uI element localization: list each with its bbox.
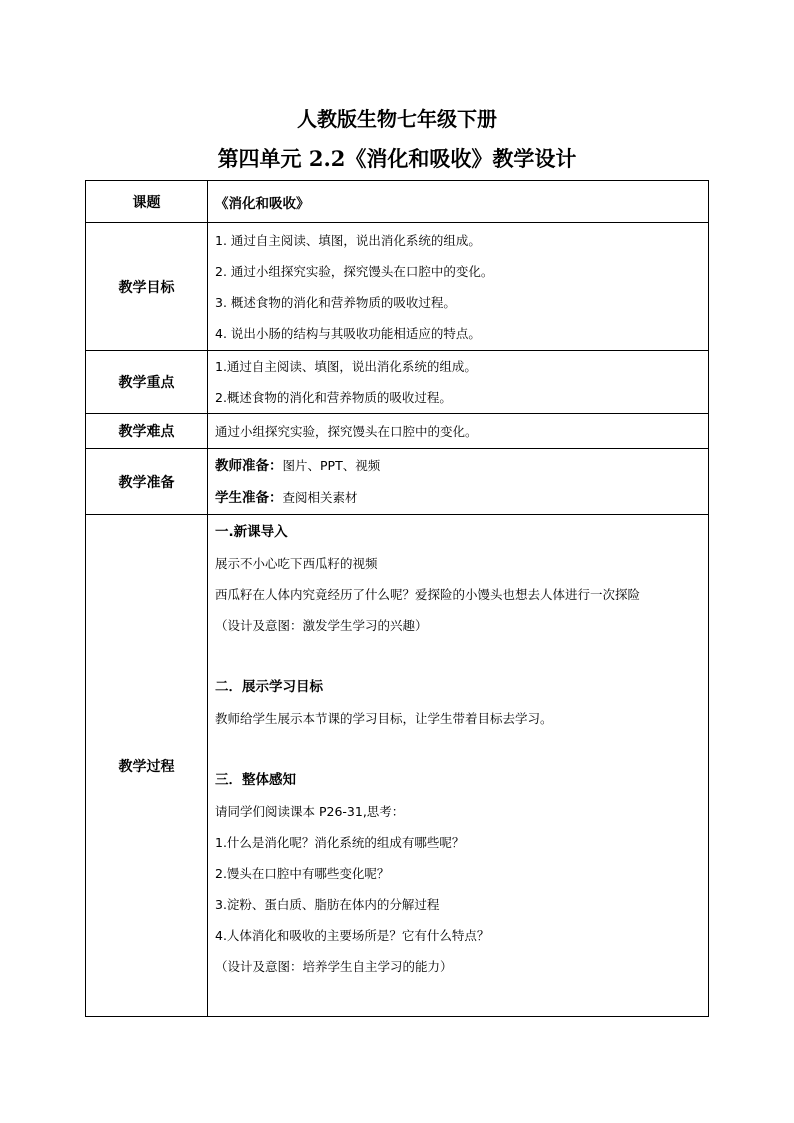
row-goals <box>86 223 709 351</box>
process-line: 3.淀粉、蛋白质、脂肪在体内的分解过程 <box>215 897 440 912</box>
difficulty-label: 教学难点 <box>86 414 208 449</box>
teacher-preparation-value: 图片、PPT、视频 <box>282 457 381 473</box>
process-line: 4.人体消化和吸收的主要场所是？它有什么特点？ <box>215 928 490 943</box>
document-title: 人教版生物七年级下册 <box>297 107 497 131</box>
goal-item: 4. 说出小肠的结构与其吸收功能相适应的特点。 <box>215 325 481 341</box>
key-point-item: 1.通过自主阅读、填图，说出消化系统的组成。 <box>215 359 477 374</box>
goal-item: 1. 通过自主阅读、填图，说出消化系统的组成。 <box>215 232 481 248</box>
goals-label: 教学目标 <box>86 223 208 351</box>
topic-value: 《消化和吸收》 <box>215 195 310 212</box>
student-preparation-value: 查阅相关素材 <box>282 489 358 505</box>
row-key-points <box>86 351 709 414</box>
student-preparation-label: 学生准备： <box>215 489 283 506</box>
student-preparation <box>215 482 701 514</box>
topic-label: 课题 <box>86 181 208 223</box>
key-point-item: 2.概述食物的消化和营养物质的吸收过程。 <box>215 390 452 405</box>
row-difficulty <box>86 414 709 449</box>
preparation-label: 教学准备 <box>86 449 208 515</box>
goal-item: 3. 概述食物的消化和营养物质的吸收过程。 <box>215 294 456 310</box>
lesson-plan-table <box>85 180 709 1017</box>
process-line: （设计及意图：培养学生自主学习的能力） <box>215 959 453 974</box>
document-subtitle: 第四单元 2.2《消化和吸收》教学设计 <box>217 146 577 171</box>
process-line: （设计及意图：激发学生学习的兴趣） <box>215 618 428 633</box>
section-heading: 一.新课导入 <box>215 524 288 540</box>
process-line: 请同学们阅读课本 P26-31,思考： <box>215 804 405 819</box>
process-line: 展示不小心吃下西瓜籽的视频 <box>215 556 378 571</box>
process-label: 教学过程 <box>86 515 208 1017</box>
difficulty-value: 通过小组探究实验，探究馒头在口腔中的变化。 <box>215 423 478 439</box>
process-line: 西瓜籽在人体内究竟经历了什么呢？爱探险的小馒头也想去人体进行一次探险 <box>215 587 641 602</box>
key-points-label: 教学重点 <box>86 351 208 414</box>
teacher-preparation <box>215 450 701 482</box>
process-line: 教师给学生展示本节课的学习目标，让学生带着目标去学习。 <box>215 711 553 726</box>
section-heading: 二．展示学习目标 <box>215 679 323 695</box>
goal-item: 2. 通过小组探究实验，探究馒头在口腔中的变化。 <box>215 263 494 279</box>
teacher-preparation-label: 教师准备： <box>215 457 283 474</box>
section-heading: 三．整体感知 <box>215 772 296 788</box>
row-process <box>86 515 709 1017</box>
process-line: 2.馒头在口腔中有哪些变化呢？ <box>215 866 390 881</box>
row-preparation <box>86 449 709 515</box>
row-topic <box>86 181 709 223</box>
process-line: 1.什么是消化呢？消化系统的组成有哪些呢？ <box>215 835 465 850</box>
